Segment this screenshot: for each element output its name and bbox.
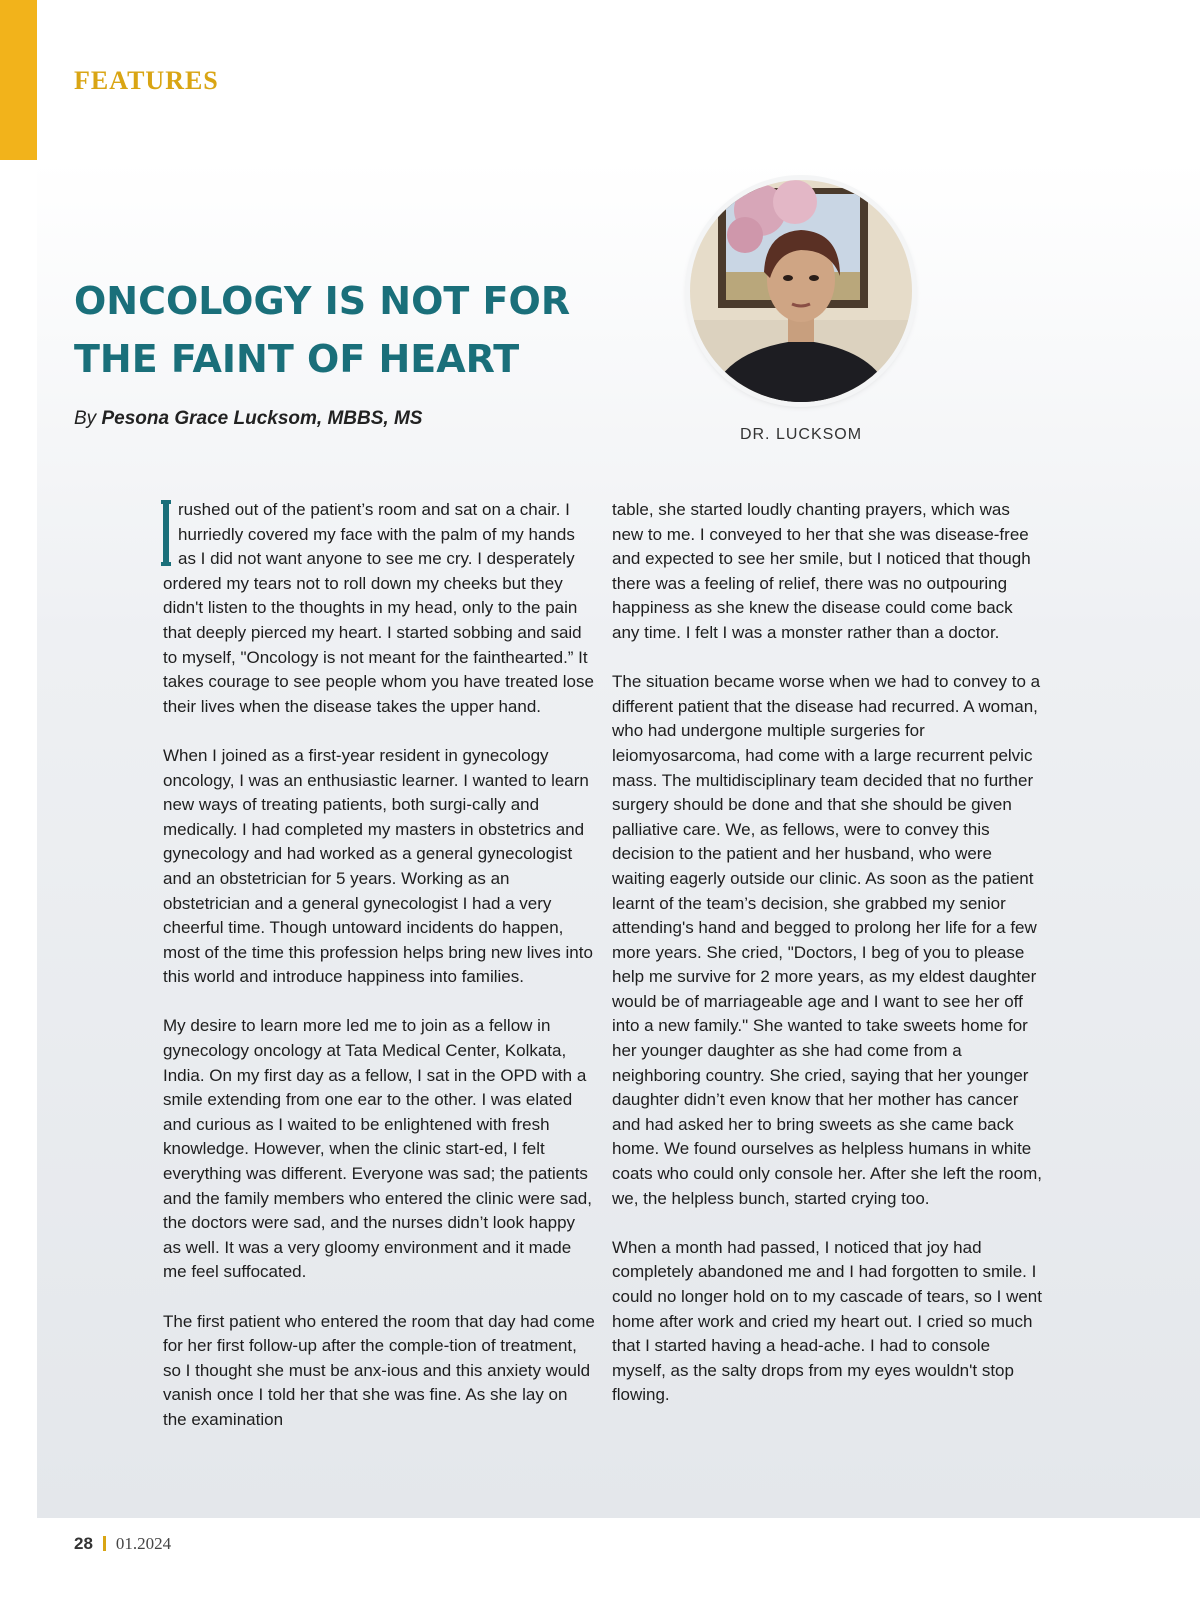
paragraph: When I joined as a first-year resident in gynecology oncology, I was an enthusiastic learner. I wanted to learn new ways of treating patients, both surgi-cally and medically. I had completed my masters in obstetrics and gynecology and had worked as a general gynecologist and an obstetrician for 5 years. Working as an obstetrician and a general gynecologist I had a very cheerful time. Though untoward incidents do happen, most of the time this profession helps bring new lives into this world and introduce happiness into families.	[163, 745, 593, 987]
article-column-right	[612, 498, 1044, 1408]
byline-author: Pesona Grace Lucksom, MBBS, MS	[101, 408, 423, 429]
title-line-2: THE FAINT OF HEART	[74, 337, 520, 381]
page-footer	[74, 1534, 171, 1554]
paragraph: table, she started loudly chanting prayers, which was new to me. I conveyed to her that she was disease-free and expected to see her smile, but I noticed that though there was a feeling of relief, there was no outpouring happiness as she knew the disease could come back any time. I felt I was a monster rather than a doctor.	[612, 500, 1031, 642]
paragraph-text: rushed out of the patient’s room and sat on a chair. I hurriedly covered my face with the palm of my hands as I did not want anyone to see me cry. I desperately ordered my tears not to roll down my cheeks but they didn't listen to the thoughts in my head, only to the pain that deeply pierced my heart. I started sobbing and said to myself, "Oncology is not meant for the fainthearted.” It takes courage to see people whom you have treated lose their lives when the disease takes the upper hand.	[163, 500, 594, 716]
page-number: 28	[74, 1534, 93, 1553]
author-portrait	[690, 180, 912, 402]
accent-bar	[0, 0, 37, 160]
byline	[74, 408, 422, 430]
paragraph: My desire to learn more led me to join as a fellow in gynecology oncology at Tata Medical Center, Kolkata, India. On my first day as a fellow, I sat in the OPD with a smile extending from one ear to the other. I was elated and curious as I waited to be enlightened with fresh knowledge. However, when the clinic start-ed, I felt everything was different. Everyone was sad; the patients and the family members who entered the clinic were sad, the doctors were sad, and the nurses didn’t look happy as well. It was a very gloomy environment and it made me feel suffocated.	[163, 1016, 592, 1282]
footer-separator	[103, 1536, 106, 1551]
paragraph	[163, 498, 595, 719]
section-label: FEATURES	[74, 66, 219, 95]
drop-cap	[163, 500, 169, 566]
portrait-photo	[690, 180, 912, 402]
portrait-caption: DR. LUCKSOM	[739, 426, 863, 443]
paragraph: The situation became worse when we had to convey to a different patient that the disease had recurred. A woman, who had undergone multiple surgeries for leiomyosarcoma, had come with a large recurrent pelvic mass. The multidisciplinary team decided that no further surgery should be done and that she should be given palliative care. We, as fellows, were to convey this decision to the patient and her husband, who were waiting eagerly outside our clinic. As soon as the patient learnt of the team’s decision, she grabbed my senior attending's hand and begged to prolong her life for a few more years. She cried, "Doctors, I beg of you to please help me survive for 2 more years, as my eldest daughter would be of marriageable age and I want to see her off into a new family." She wanted to take sweets home for her younger daughter as she had come from a neighboring country. She cried, saying that her younger daughter didn’t even know that her mother has cancer and had asked her to bring sweets as she came back home. We found ourselves as helpless humans in white coats who could only console her. After she left the room, we, the helpless bunch, started crying too.	[612, 672, 1042, 1208]
issue-date: 01.2024	[115, 1534, 172, 1553]
paragraph: The first patient who entered the room that day had come for her first follow-up after the comple-tion of treatment, so I thought she must be anx-ious and this anxiety would vanish once I told her that she was fine. As she lay on the examination	[163, 1311, 595, 1429]
paragraph: When a month had passed, I noticed that joy had completely abandoned me and I had forgotten to smile. I could no longer hold on to my cascade of tears, so I went home after work and cried my heart out. I cried so much that I started having a head-ache. I had to console myself, as the salty drops from my eyes wouldn't stop flowing.	[612, 1237, 1042, 1405]
title-line-1: ONCOLOGY IS NOT FOR	[74, 279, 571, 323]
article-title	[74, 272, 570, 388]
byline-prefix: By	[74, 408, 97, 429]
article-column-left	[163, 498, 595, 1433]
